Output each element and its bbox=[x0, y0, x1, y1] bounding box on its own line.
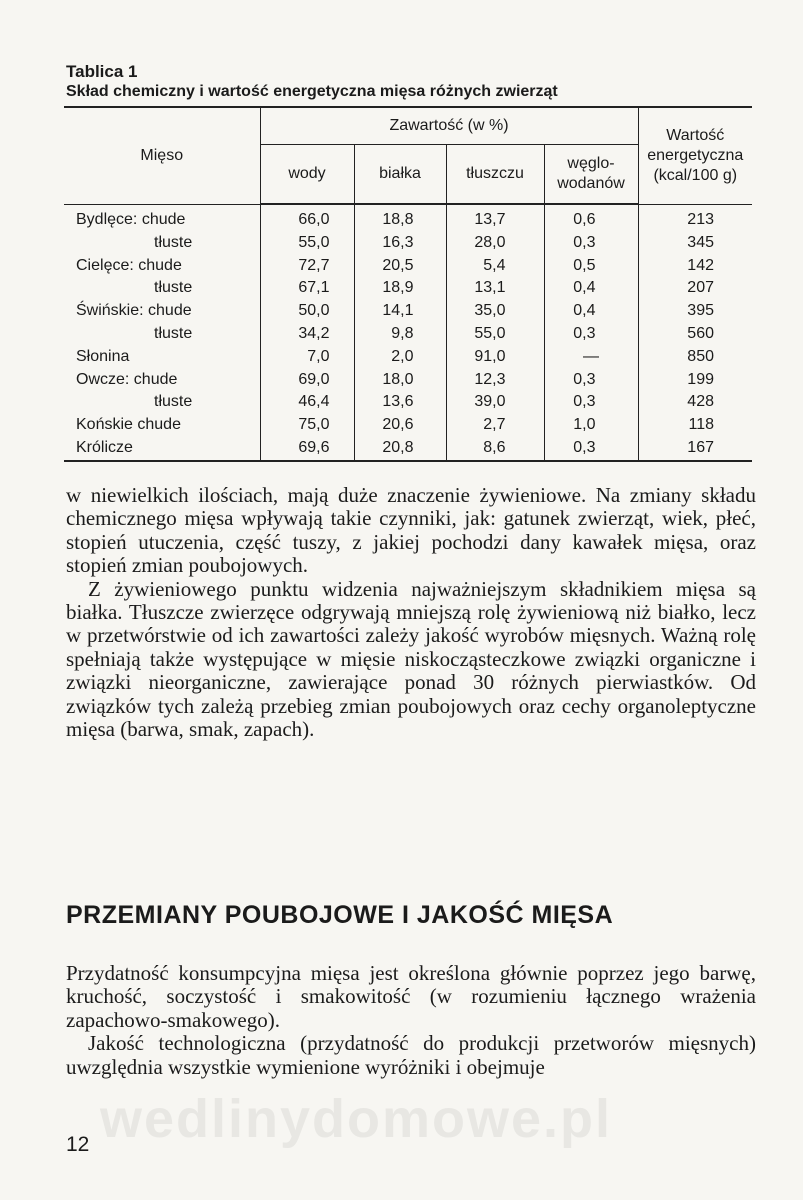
cell-meat: Słonina bbox=[76, 347, 130, 365]
cell-protein: 20,8 bbox=[354, 437, 446, 461]
table-row bbox=[64, 323, 752, 346]
cell-water: 69,6 bbox=[260, 437, 354, 461]
cell-carbs: 0,3 bbox=[544, 232, 638, 255]
cell-meat: Bydlęce: chude bbox=[76, 210, 186, 228]
cell-fat: 13,7 bbox=[446, 204, 544, 232]
cell-fat: 91,0 bbox=[446, 346, 544, 369]
cell-fat: 35,0 bbox=[446, 300, 544, 323]
cell-energy: 395 bbox=[638, 300, 752, 323]
nutrition-table bbox=[64, 106, 752, 462]
cell-meat: tłuste bbox=[154, 324, 193, 342]
table-row bbox=[64, 346, 752, 369]
cell-protein: 18,9 bbox=[354, 277, 446, 300]
cell-water: 72,7 bbox=[260, 255, 354, 278]
cell-energy: 118 bbox=[638, 414, 752, 437]
paragraph: w niewielkich ilościach, mają duże znaczenie żywieniowe. Na zmiany składu chemicznego mięsa wpływają takie czynniki, jak: gatunek zwierząt, wiek, płeć, stopień utuczenia, część tuszy, z jakiej pochodzi dany kawałek mięsa, oraz stopień zmian poubojowych. bbox=[66, 483, 756, 578]
cell-fat: 12,3 bbox=[446, 369, 544, 392]
table-row bbox=[64, 232, 752, 255]
cell-meat: Świńskie: chude bbox=[76, 302, 192, 320]
cell-fat: 5,4 bbox=[446, 255, 544, 278]
cell-energy: 207 bbox=[638, 277, 752, 300]
header-energy-line1: Wartość bbox=[666, 126, 725, 144]
cell-protein: 13,6 bbox=[354, 391, 446, 414]
cell-energy: 560 bbox=[638, 323, 752, 346]
cell-carbs: 1,0 bbox=[544, 414, 638, 437]
paragraph: Jakość technologiczna (przydatność do produkcji przetworów mięsnych) uwzględnia wszystkie wymienione wyróżniki i obejmuje bbox=[66, 1031, 756, 1079]
header-carbs bbox=[544, 145, 638, 205]
cell-meat: tłuste bbox=[154, 393, 193, 411]
paragraph: Z żywieniowego punktu widzenia najważniejszym składnikiem mięsa są białka. Tłuszcze zwierzęce odgrywają mniejszą rolę żywieniową niż białko, lecz w przetwórstwie od ich zawartości zależy jakość wyrobów mięsnych. Ważną rolę spełniają także występujące w mięsie niskocząsteczkowe związki organiczne i związki nieorganiczne, zawierające ponad 30 różnych pierwiastków. Od związków tych zależą przebieg zmian poubojowych oraz cechy organoleptyczne mięsa (barwa, smak, zapach). bbox=[66, 576, 756, 742]
cell-protein: 18,8 bbox=[354, 204, 446, 232]
cell-fat: 8,6 bbox=[446, 437, 544, 461]
cell-protein: 18,0 bbox=[354, 369, 446, 392]
table-row bbox=[64, 300, 752, 323]
cell-water: 66,0 bbox=[260, 204, 354, 232]
table-header-row bbox=[64, 107, 752, 145]
cell-carbs: 0,6 bbox=[544, 204, 638, 232]
cell-meat: Cielęce: chude bbox=[76, 256, 182, 274]
cell-water: 7,0 bbox=[260, 346, 354, 369]
header-energy-line2: energetyczna bbox=[647, 146, 744, 164]
page-number: 12 bbox=[66, 1133, 90, 1156]
header-carbs-line1: węglo- bbox=[567, 155, 615, 172]
cell-carbs: 0,3 bbox=[544, 369, 638, 392]
cell-water: 67,1 bbox=[260, 277, 354, 300]
cell-carbs: 0,3 bbox=[544, 323, 638, 346]
cell-water: 50,0 bbox=[260, 300, 354, 323]
cell-protein: 20,5 bbox=[354, 255, 446, 278]
cell-carbs: 0,3 bbox=[544, 391, 638, 414]
cell-water: 34,2 bbox=[260, 323, 354, 346]
body-text-upper bbox=[66, 484, 756, 741]
table-row bbox=[64, 369, 752, 392]
cell-protein: 20,6 bbox=[354, 414, 446, 437]
table-row bbox=[64, 255, 752, 278]
cell-energy: 199 bbox=[638, 369, 752, 392]
cell-energy: 213 bbox=[638, 204, 752, 232]
cell-fat: 28,0 bbox=[446, 232, 544, 255]
paragraph: Przydatność konsumpcyjna mięsa jest określona głównie poprzez jego barwę, kruchość, soczystość i smakowitość (w rozumieniu łącznego wrażenia zapachowo-smakowego). bbox=[66, 961, 756, 1032]
table-title: Skład chemiczny i wartość energetyczna mięsa różnych zwierząt bbox=[66, 83, 558, 100]
cell-fat: 13,1 bbox=[446, 277, 544, 300]
cell-carbs: 0,5 bbox=[544, 255, 638, 278]
cell-carbs: — bbox=[544, 346, 638, 369]
cell-fat: 39,0 bbox=[446, 391, 544, 414]
cell-water: 46,4 bbox=[260, 391, 354, 414]
cell-meat: Końskie chude bbox=[76, 416, 181, 434]
cell-protein: 14,1 bbox=[354, 300, 446, 323]
cell-water: 69,0 bbox=[260, 369, 354, 392]
cell-fat: 2,7 bbox=[446, 414, 544, 437]
header-carbs-line2: wodanów bbox=[557, 175, 625, 192]
cell-meat: tłuste bbox=[154, 279, 193, 297]
cell-carbs: 0,4 bbox=[544, 277, 638, 300]
header-energy-line3: (kcal/100 g) bbox=[653, 166, 738, 184]
header-meat: Mięso bbox=[64, 107, 260, 204]
table-label: Tablica 1 bbox=[66, 62, 138, 81]
table-row bbox=[64, 414, 752, 437]
cell-fat: 55,0 bbox=[446, 323, 544, 346]
table-row bbox=[64, 277, 752, 300]
cell-energy: 428 bbox=[638, 391, 752, 414]
cell-water: 55,0 bbox=[260, 232, 354, 255]
cell-carbs: 0,3 bbox=[544, 437, 638, 461]
cell-protein: 2,0 bbox=[354, 346, 446, 369]
header-protein: białka bbox=[354, 145, 446, 205]
cell-meat: Królicze bbox=[64, 437, 260, 461]
header-fat: tłuszczu bbox=[446, 145, 544, 205]
table-row bbox=[64, 391, 752, 414]
table-caption bbox=[66, 62, 558, 102]
cell-carbs: 0,4 bbox=[544, 300, 638, 323]
cell-protein: 16,3 bbox=[354, 232, 446, 255]
body-text-lower bbox=[66, 962, 756, 1079]
cell-water: 75,0 bbox=[260, 414, 354, 437]
header-water: wody bbox=[260, 145, 354, 205]
header-content: Zawartość (w %) bbox=[260, 107, 638, 145]
cell-meat: tłuste bbox=[154, 233, 193, 251]
table-row bbox=[64, 437, 752, 461]
table-row bbox=[64, 204, 752, 232]
watermark: wedlinydomowe.pl bbox=[100, 1089, 613, 1149]
cell-protein: 9,8 bbox=[354, 323, 446, 346]
section-heading: PRZEMIANY POUBOJOWE I JAKOŚĆ MIĘSA bbox=[66, 901, 614, 929]
cell-energy: 142 bbox=[638, 255, 752, 278]
cell-energy: 345 bbox=[638, 232, 752, 255]
cell-meat: Owcze: chude bbox=[76, 370, 178, 388]
cell-energy: 167 bbox=[638, 437, 752, 461]
cell-energy: 850 bbox=[638, 346, 752, 369]
header-energy bbox=[638, 107, 752, 204]
